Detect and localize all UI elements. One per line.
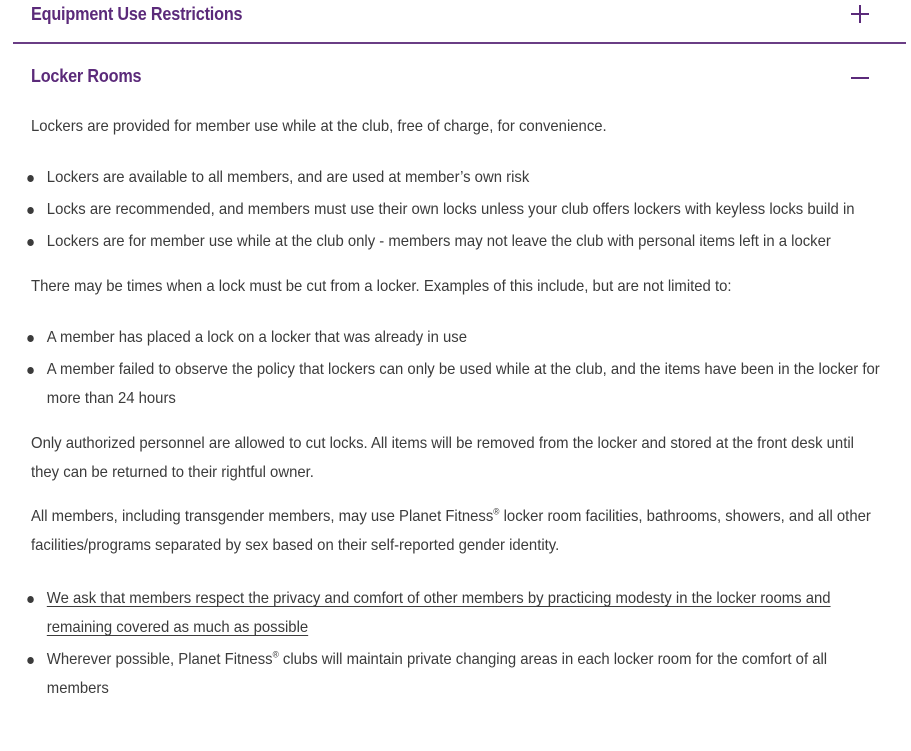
- bullet-icon: [27, 367, 34, 374]
- list-item: [31, 584, 881, 642]
- accordion-header-equipment[interactable]: [13, 0, 906, 32]
- list-item-text: Locks are recommended, and members must use their own locks unless your club offers lockers with keyless locks build in: [46, 201, 855, 218]
- registered-mark: ®: [272, 649, 279, 660]
- list-item-text: Wherever possible, Planet Fitness: [46, 651, 273, 668]
- transgender-policy-text-start: All members, including transgender members, may use Planet Fitness: [31, 508, 494, 525]
- authorized-personnel-paragraph: Only authorized personnel are allowed to cut locks. All items will be removed from the locker and stored at the front desk until they can be returned to their rightful owner.: [31, 435, 854, 481]
- transgender-policy-text-end: locker room facilities, bathrooms, showers, and all other facilities/programs separated by sex based on their self-reported gender identity.: [31, 508, 871, 554]
- list-item: [31, 323, 881, 352]
- transgender-policy-paragraph: [31, 502, 881, 560]
- accordion-title-equipment: Equipment Use Restrictions: [31, 4, 243, 24]
- list-item-text: Lockers are for member use while at the club only - members may not leave the club with personal items left in a locker: [46, 233, 831, 250]
- accordion-title-locker-rooms: Locker Rooms: [31, 66, 142, 86]
- lock-cut-paragraph: There may be times when a lock must be cut from a locker. Examples of this include, but are not limited to:: [31, 278, 732, 295]
- bullet-icon: [27, 207, 34, 214]
- intro-paragraph: Lockers are provided for member use while at the club, free of charge, for convenience.: [31, 118, 607, 135]
- accordion-section-equipment: [13, 0, 906, 32]
- list-item: [31, 195, 881, 224]
- locker-rules-list: [31, 163, 881, 256]
- list-item-text: Lockers are available to all members, and are used at member’s own risk: [46, 169, 530, 186]
- accordion-header-locker-rooms[interactable]: [13, 62, 906, 94]
- list-item-text: A member has placed a lock on a locker that was already in use: [46, 329, 467, 346]
- accordion-section-locker-rooms: [13, 62, 906, 94]
- list-item: [31, 355, 881, 413]
- bullet-icon: [27, 239, 34, 246]
- list-item: [31, 227, 881, 256]
- minus-icon[interactable]: [850, 66, 870, 86]
- bullet-icon: [27, 175, 34, 182]
- bullet-icon: [27, 596, 34, 603]
- plus-icon[interactable]: [850, 4, 870, 24]
- lock-cut-examples-list: [31, 323, 881, 413]
- registered-mark: ®: [493, 506, 500, 517]
- accordion-content-locker-rooms: [31, 112, 881, 703]
- bullet-icon: [27, 335, 34, 342]
- accordion-divider: [13, 42, 906, 44]
- modesty-list: [31, 584, 881, 703]
- list-item: [31, 645, 881, 703]
- list-item-text: A member failed to observe the policy that lockers can only be used while at the club, and the items have been in the locker for more than 24 hours: [46, 361, 880, 407]
- modesty-link[interactable]: We ask that members respect the privacy and comfort of other members by practicing modesty in the locker rooms and remaining covered as much as possible: [46, 590, 831, 636]
- bullet-icon: [27, 657, 34, 664]
- list-item: [31, 163, 881, 192]
- list-item-text: clubs will maintain private changing areas in each locker room for the comfort of all members: [46, 651, 828, 697]
